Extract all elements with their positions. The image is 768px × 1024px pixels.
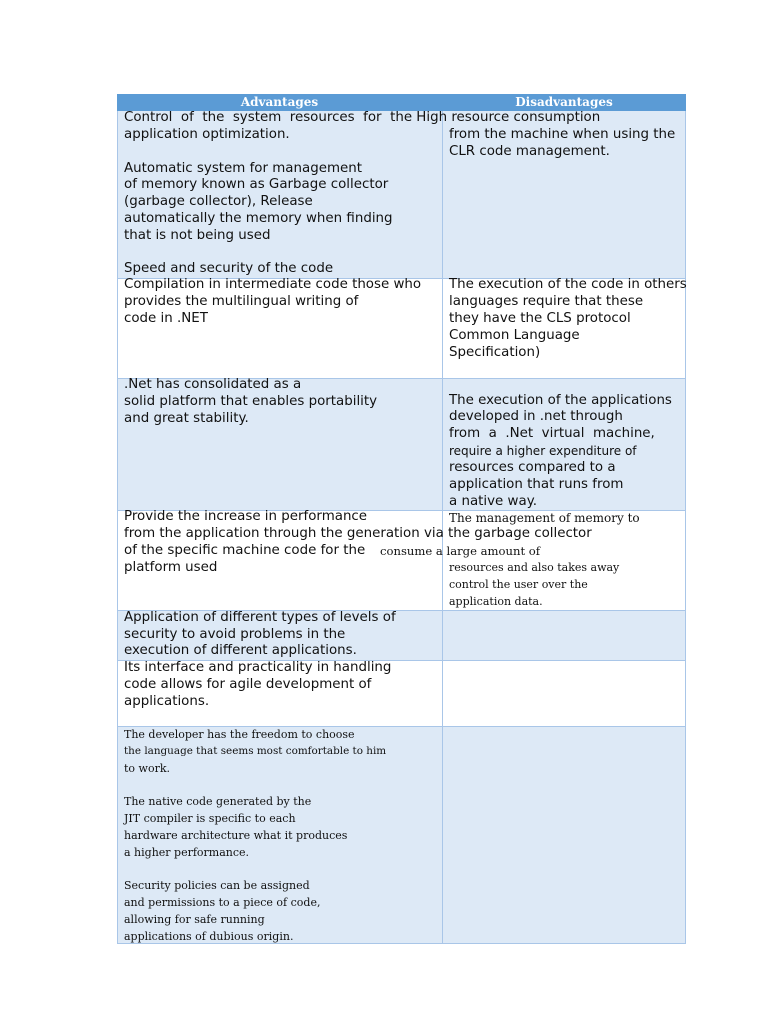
row2-dis-line: languages require that these [449, 294, 644, 309]
table-border-right [685, 111, 686, 944]
row3-dis-line: developed in .net through [449, 409, 623, 424]
row3-adv-line: .Net has consolidated as a [124, 377, 302, 392]
row5-adv-line: security to avoid problems in the [124, 627, 346, 642]
row2-dis-line: Specification) [449, 345, 541, 360]
row2-dis-line: Common Language [449, 328, 580, 343]
row6-adv-line: code allows for agile development of [124, 677, 372, 692]
row4-adv-line: Provide the increase in performance [124, 509, 368, 524]
row5-adv-line: Application of different types of levels of [124, 610, 396, 625]
row4-dis-line: The management of memory to [449, 511, 640, 525]
row1-adv-line: Automatic system for management [124, 161, 362, 176]
table-border-left [117, 111, 118, 944]
row2-dis-line: they have the CLS protocol [449, 311, 631, 326]
row1-dis-line: CLR code management. [449, 144, 610, 159]
row3-dis-line: a native way. [449, 494, 537, 509]
row7-adv-line: and permissions to a piece of code, [124, 896, 321, 909]
row4-dis-inline: consume a large amount of [380, 544, 541, 558]
row7-adv-line: Security policies can be assigned [124, 879, 310, 892]
row2-dis-line: The execution of the code in others [449, 277, 687, 292]
row3-dis-line: require a higher expenditure of [449, 444, 637, 458]
row4-adv-line: from the application through the generation via the garbage collector [124, 526, 592, 541]
row7-adv-line: a higher performance. [124, 846, 250, 859]
row4-dis-line: application data. [449, 595, 543, 608]
row1-adv-line: of memory known as Garbage collector [124, 177, 389, 192]
header-disadvantages: Disadvantages [515, 95, 613, 109]
row6-adv-line: applications. [124, 694, 210, 709]
row1-adv-line: automatically the memory when finding [124, 211, 393, 226]
row2-adv-line: code in .NET [124, 311, 208, 326]
row2-adv-line: provides the multilingual writing of [124, 294, 359, 309]
row7-adv-line: applications of dubious origin. [124, 930, 294, 943]
row1-dis-line: from the machine when using the [449, 127, 676, 142]
row1-adv-line: (garbage collector), Release [124, 194, 313, 209]
row7-adv-line: The developer has the freedom to choose [124, 728, 355, 741]
row7-adv-line: allowing for safe running [124, 913, 265, 926]
row3-dis-line: from a .Net virtual machine, [449, 426, 655, 441]
row3-dis-line: application that runs from [449, 477, 624, 492]
row1-adv-line: Speed and security of the code [124, 261, 334, 276]
row1-adv-line: application optimization. [124, 127, 290, 142]
row4-dis-line: control the user over the [449, 578, 588, 591]
header-advantages: Advantages [240, 95, 319, 109]
row3-dis-line: resources compared to a [449, 460, 616, 475]
row1-adv-line: that is not being used [124, 228, 271, 243]
row7-adv-line: hardware architecture what it produces [124, 829, 348, 842]
row7-adv-line: JIT compiler is specific to each [124, 812, 296, 825]
table-header [117, 94, 686, 111]
row4-dis-line: resources and also takes away [449, 561, 620, 574]
row3-adv-line: and great stability. [124, 411, 249, 426]
row1-adv-line: Control of the system resources for the High resource consumption [124, 110, 601, 125]
row7-adv-line: the language that seems most comfortable to him [124, 745, 387, 757]
row3-dis-line: The execution of the applications [449, 393, 672, 408]
row7-adv-line: The native code generated by the [124, 795, 312, 808]
row4-adv-line: platform used [124, 560, 218, 575]
row4-adv-line: of the specific machine code for the [124, 543, 366, 558]
row3-adv-line: solid platform that enables portability [124, 394, 378, 409]
row6-adv-line: Its interface and practicality in handling [124, 660, 392, 675]
row2-adv-line: Compilation in intermediate code those who [124, 277, 422, 292]
row7-adv-line: to work. [124, 762, 170, 775]
row5-adv-line: execution of different applications. [124, 643, 357, 658]
